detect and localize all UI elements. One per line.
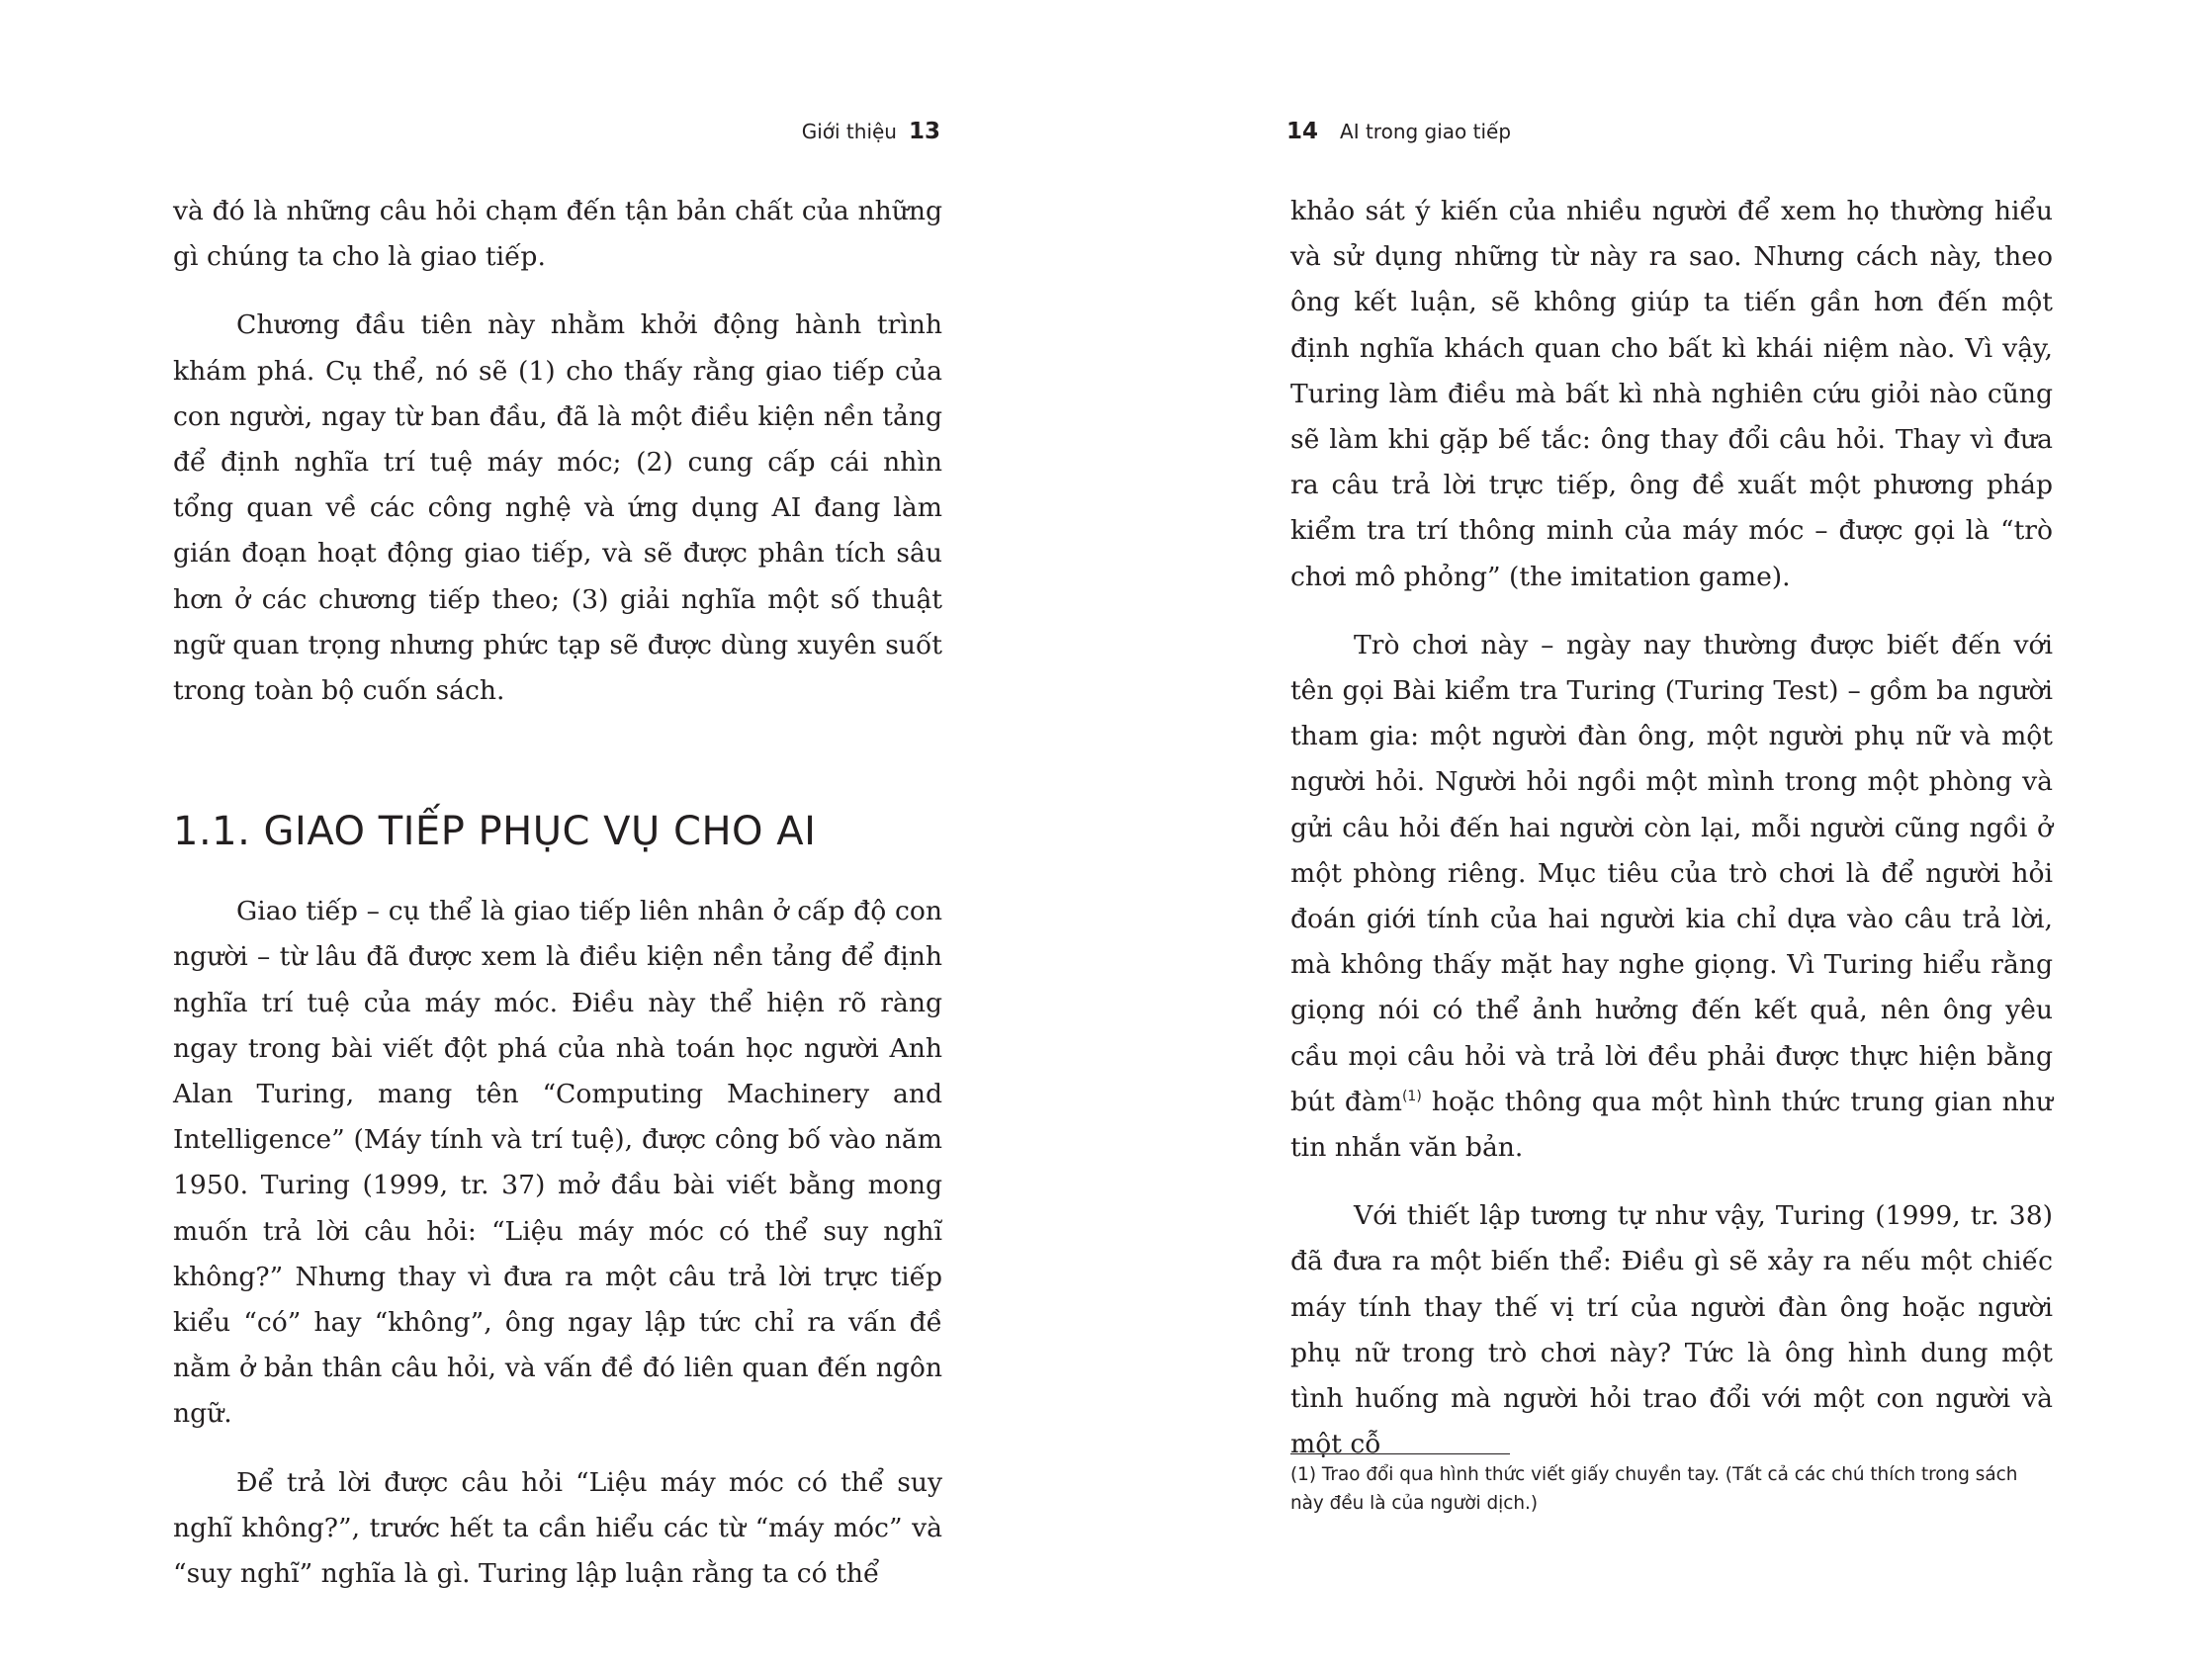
left-body-text (173, 189, 942, 1620)
running-head-right (1286, 115, 1511, 148)
footnote-divider (1290, 1453, 1510, 1454)
paragraph (1290, 623, 2053, 1171)
footnote: (1) Trao đổi qua hình thức viết giấy chuyền tay. (Tất cả các chú thích trong sách này đều là của người dịch.) (1290, 1464, 2018, 1514)
paragraph: và đó là những câu hỏi chạm đến tận bản chất của những gì chúng ta cho là giao tiếp. (173, 196, 942, 273)
section-heading: 1.1. GIAO TIẾP PHỤC VỤ CHO AI (173, 809, 817, 855)
paragraph: Giao tiếp – cụ thể là giao tiếp liên nhân ở cấp độ con người – từ lâu đã được xem là điều kiện nền tảng để định nghĩa trí tuệ của máy móc. Điều này thể hiện rõ ràng ngay trong bài viết đột phá của nhà toán học người Anh Alan Turing, mang tên “Computing Machinery and Intelligence” (Máy tính và trí tuệ), được công bố vào năm 1950. Turing (1999, tr. 37) mở đầu bài viết bằng mong muốn trả lời câu hỏi: “Liệu máy móc có thể suy nghĩ không?” Nhưng thay vì đưa ra một câu trả lời trực tiếp kiểu “có” hay “không”, ông ngay lập tức chỉ ra vấn đề nằm ở bản thân câu hỏi, và vấn đề đó liên quan đến ngôn ngữ. (173, 896, 942, 1430)
page-number: 14 (1286, 119, 1319, 144)
paragraph-text: hoặc thông qua một hình thức trung gian như tin nhắn văn bản. (1290, 1086, 2053, 1164)
paragraph: Chương đầu tiên này nhằm khởi động hành trình khám phá. Cụ thể, nó sẽ (1) cho thấy rằng giao tiếp của con người, ngay từ ban đầu, đã là một điều kiện nền tảng để định nghĩa trí tuệ máy móc; (2) cung cấp cái nhìn tổng quan về các công nghệ và ứng dụng AI đang làm gián đoạn hoạt động giao tiếp, và sẽ được phân tích sâu hơn ở các chương tiếp theo; (3) giải nghĩa một số thuật ngữ quan trọng nhưng phức tạp sẽ được dùng xuyên suốt trong toàn bộ cuốn sách. (173, 309, 942, 707)
running-head-title: Giới thiệu (801, 120, 897, 143)
paragraph: Với thiết lập tương tự như vậy, Turing (1999, tr. 38) đã đưa ra một biến thể: Điều gì sẽ xảy ra nếu một chiếc máy tính thay thế vị trí của người đàn ông hoặc người phụ nữ trong trò chơi này? Tức là ông hình dung một tình huống mà người hỏi trao đổi với một con người và một cỗ (1290, 1200, 2053, 1460)
paragraph: Để trả lời được câu hỏi “Liệu máy móc có thể suy nghĩ không?”, trước hết ta cần hiểu các từ “máy móc” và “suy nghĩ” nghĩa là gì. Turing lập luận rằng ta có thể (173, 1466, 942, 1590)
running-head-left (802, 115, 940, 148)
paragraph: khảo sát ý kiến của nhiều người để xem họ thường hiểu và sử dụng những từ này ra sao. Nhưng cách này, theo ông kết luận, sẽ không giúp ta tiến gần hơn đến một định nghĩa khách quan cho bất kì khái niệm nào. Vì vậy, Turing làm điều mà bất kì nhà nghiên cứu giỏi nào cũng sẽ làm khi gặp bế tắc: ông thay đổi câu hỏi. Thay vì đưa ra câu trả lời trực tiếp, ông đề xuất một phương pháp kiểm tra trí thông minh của máy móc – được gọi là “trò chơi mô phỏng” (the imitation game). (1290, 196, 2053, 592)
page-number: 13 (908, 119, 940, 144)
right-body-text (1290, 189, 2053, 1490)
running-head-title: AI trong giao tiếp (1340, 120, 1512, 143)
right-page (1106, 0, 2212, 1667)
footnote-reference: (1) (1401, 1089, 1422, 1104)
paragraph-text: Trò chơi này – ngày nay thường được biết đến với tên gọi Bài kiểm tra Turing (Turing Test) – gồm ba người tham gia: một người đàn ông, một người phụ nữ và một người hỏi. Người hỏi ngồi một mình trong một phòng và gửi câu hỏi đến hai người còn lại, mỗi người cũng ngồi ở một phòng riêng. Mục tiêu của trò chơi là để người hỏi đoán giới tính của hai người kia chỉ dựa vào câu trả lời, mà không thấy mặt hay nghe giọng. Vì Turing hiểu rằng giọng nói có thể ảnh hưởng đến kết quả, nên ông yêu cầu mọi câu hỏi và trả lời đều phải được thực hiện bằng bút đàm (1290, 629, 2053, 1117)
